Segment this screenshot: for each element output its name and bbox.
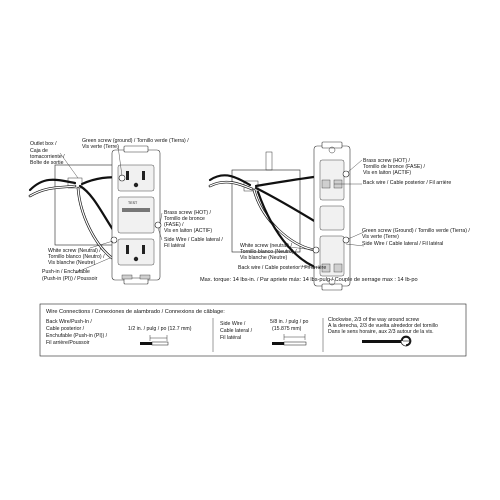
svg-text:Vis en laiton (ACTIF) — [363, 170, 411, 176]
right-green-label-2: Vis verte (Terre) — [362, 234, 399, 240]
left-caja-label: Caja de — [30, 148, 48, 154]
svg-text:Enchufable (Push-in (PI)) / — [46, 333, 108, 339]
left-receptacle — [111, 146, 161, 284]
col2-line-2: Cable lateral / — [220, 328, 253, 334]
left-brass-label-2: Tornillo de bronce — [164, 216, 205, 222]
svg-text:Fil latéral — [164, 243, 185, 249]
col2-line-1: Side Wire / — [220, 321, 246, 327]
right-white-label-3: Vis blanche (Neutre) — [240, 255, 288, 261]
svg-text:Vis blanche (Neutre) — [240, 255, 287, 261]
device-test-label: TEST — [128, 201, 138, 205]
svg-text:Boîte de sortie — [30, 160, 64, 166]
left-pushin-label-1: Push-in / Enchufable — [42, 269, 90, 275]
wire-table-header: Wire Connections / Conexiones de alambrado / Connexions de câblage: — [46, 309, 225, 315]
left-side-wire-label-1: Side Wire / Cable lateral / — [164, 237, 223, 243]
col2-line-3: Fil latéral — [220, 335, 242, 341]
svg-text:Outlet box / — [30, 141, 57, 147]
svg-text:Back wire / Cable posterior / — [238, 265, 326, 271]
right-white-label-1: White screw (neutral) / — [240, 243, 292, 249]
left-side-wire-label-2: Fil latéral — [164, 243, 186, 249]
svg-text:Cable posterior / — [46, 326, 85, 332]
svg-text:5/8 in. / pulg / po — [270, 319, 308, 325]
right-brass-label-1: Brass screw (HOT) / — [363, 158, 410, 164]
col1-line-1: Back Wire/Push-In / — [46, 319, 92, 325]
left-white-screw — [111, 237, 117, 243]
col1-measure: 1/2 in. / pulg / po (12.7 mm) — [128, 326, 192, 332]
left-outlet-box-label: Outlet box / — [30, 141, 57, 147]
left-brass-label-1: Brass screw (HOT) / — [164, 210, 211, 216]
left-brass-label-4: Vis en laiton (ACTIF) — [164, 228, 213, 234]
svg-text:Vis blanche (Neutre) — [48, 260, 95, 266]
col3-line-1: Clockwise, 2/3 of the way around screw — [328, 317, 420, 323]
svg-text:Side Wire / Cable lateral / Fi — [362, 241, 443, 247]
svg-text:Fil arrière/Poussoir — [46, 340, 90, 346]
col1-line-3: Enchufable (Push-in (PI)) / — [46, 333, 108, 339]
svg-text:Side Wire / — [220, 321, 246, 327]
svg-text:(Push-in (PI)) / Poussoir — [42, 276, 98, 282]
left-green-screw-label-1: Green screw (ground) / Tornillo verde (Tierra) / — [82, 138, 189, 144]
left-white-label-2: Tornillo blanco (Neutro) / — [48, 254, 105, 260]
right-diagram — [200, 142, 470, 290]
col3-line-2: A la derecha, 2/3 de vuelta alrededor del tornillo — [328, 323, 438, 329]
svg-text:Fil latéral — [220, 335, 241, 341]
svg-text:Vis en laiton (ACTIF) — [164, 228, 212, 234]
col2-measure-1: 5/8 in. / pulg / po — [270, 319, 309, 325]
torque-note: Max. torque: 14 lbs-in. / Par apriete máx: 14 lbs-pulg / Couple de serrage max : 14 lb-po — [200, 277, 418, 283]
col1-line-4: Fil arrière/Poussoir — [46, 340, 90, 346]
right-green-label-1: Green screw (Ground) / Tornillo verde (Tierra) / — [362, 228, 470, 234]
svg-text:Dans le sens horaire, aux 2/3 — [328, 329, 434, 335]
left-white-label-1: White screw (Neutral) / — [48, 248, 101, 254]
right-back-wire-label-2: Back wire / Cable posterior / Fil arrière — [238, 265, 327, 271]
left-diagram — [30, 138, 223, 284]
left-white-label-3: Vis blanche (Neutre) — [48, 260, 96, 266]
left-pushin-label-2: (Push-in (PI)) / Poussoir — [42, 276, 98, 282]
right-brass-label-3: Vis en laiton (ACTIF) — [363, 170, 412, 176]
wire-connections-table — [40, 304, 466, 356]
svg-text:Cable lateral / — [220, 328, 253, 334]
svg-text:1/2 in. / pulg / po (12.7 mm) — [128, 326, 192, 332]
right-green-screw — [343, 237, 349, 243]
col3-line-3: Dans le sens horaire, aux 2/3 autour de la vis. — [328, 329, 434, 335]
svg-text:Vis verte (Terre) — [362, 234, 399, 240]
right-brass-label-2: Tornillo de bronce (FASE) / — [363, 164, 425, 170]
right-side-wire-label: Side Wire / Cable lateral / Fil latéral — [362, 241, 444, 247]
right-white-label-2: Tornillo blanco (Neutro) / — [240, 249, 297, 255]
svg-text:Vis verte (Terre) — [82, 144, 119, 150]
left-green-screw-label-2: Vis verte (Terre) — [82, 144, 119, 150]
col1-line-2: Cable posterior / — [46, 326, 85, 332]
left-tomacorriente-label: tomacorriente / — [30, 154, 65, 160]
left-boite-label: Boîte de sortie — [30, 160, 64, 166]
col2-measure-2: (15.875 mm) — [272, 326, 302, 332]
svg-text:Push-in / Enchufable — [42, 269, 90, 275]
svg-text:Wire Connections / Conexiones — [46, 309, 225, 315]
right-back-wire-label-1: Back wire / Cable posterior / Fil arrière — [363, 180, 452, 186]
svg-text:Max. torque: 14 lbs-in. / Par — [200, 277, 418, 283]
svg-text:Back wire / Cable posterior / — [363, 180, 451, 186]
svg-text:Back Wire/Push-In / — [46, 319, 92, 325]
svg-text:(15.875 mm) — [272, 326, 302, 332]
left-brass-label-3: (FASE) / — [164, 222, 184, 228]
